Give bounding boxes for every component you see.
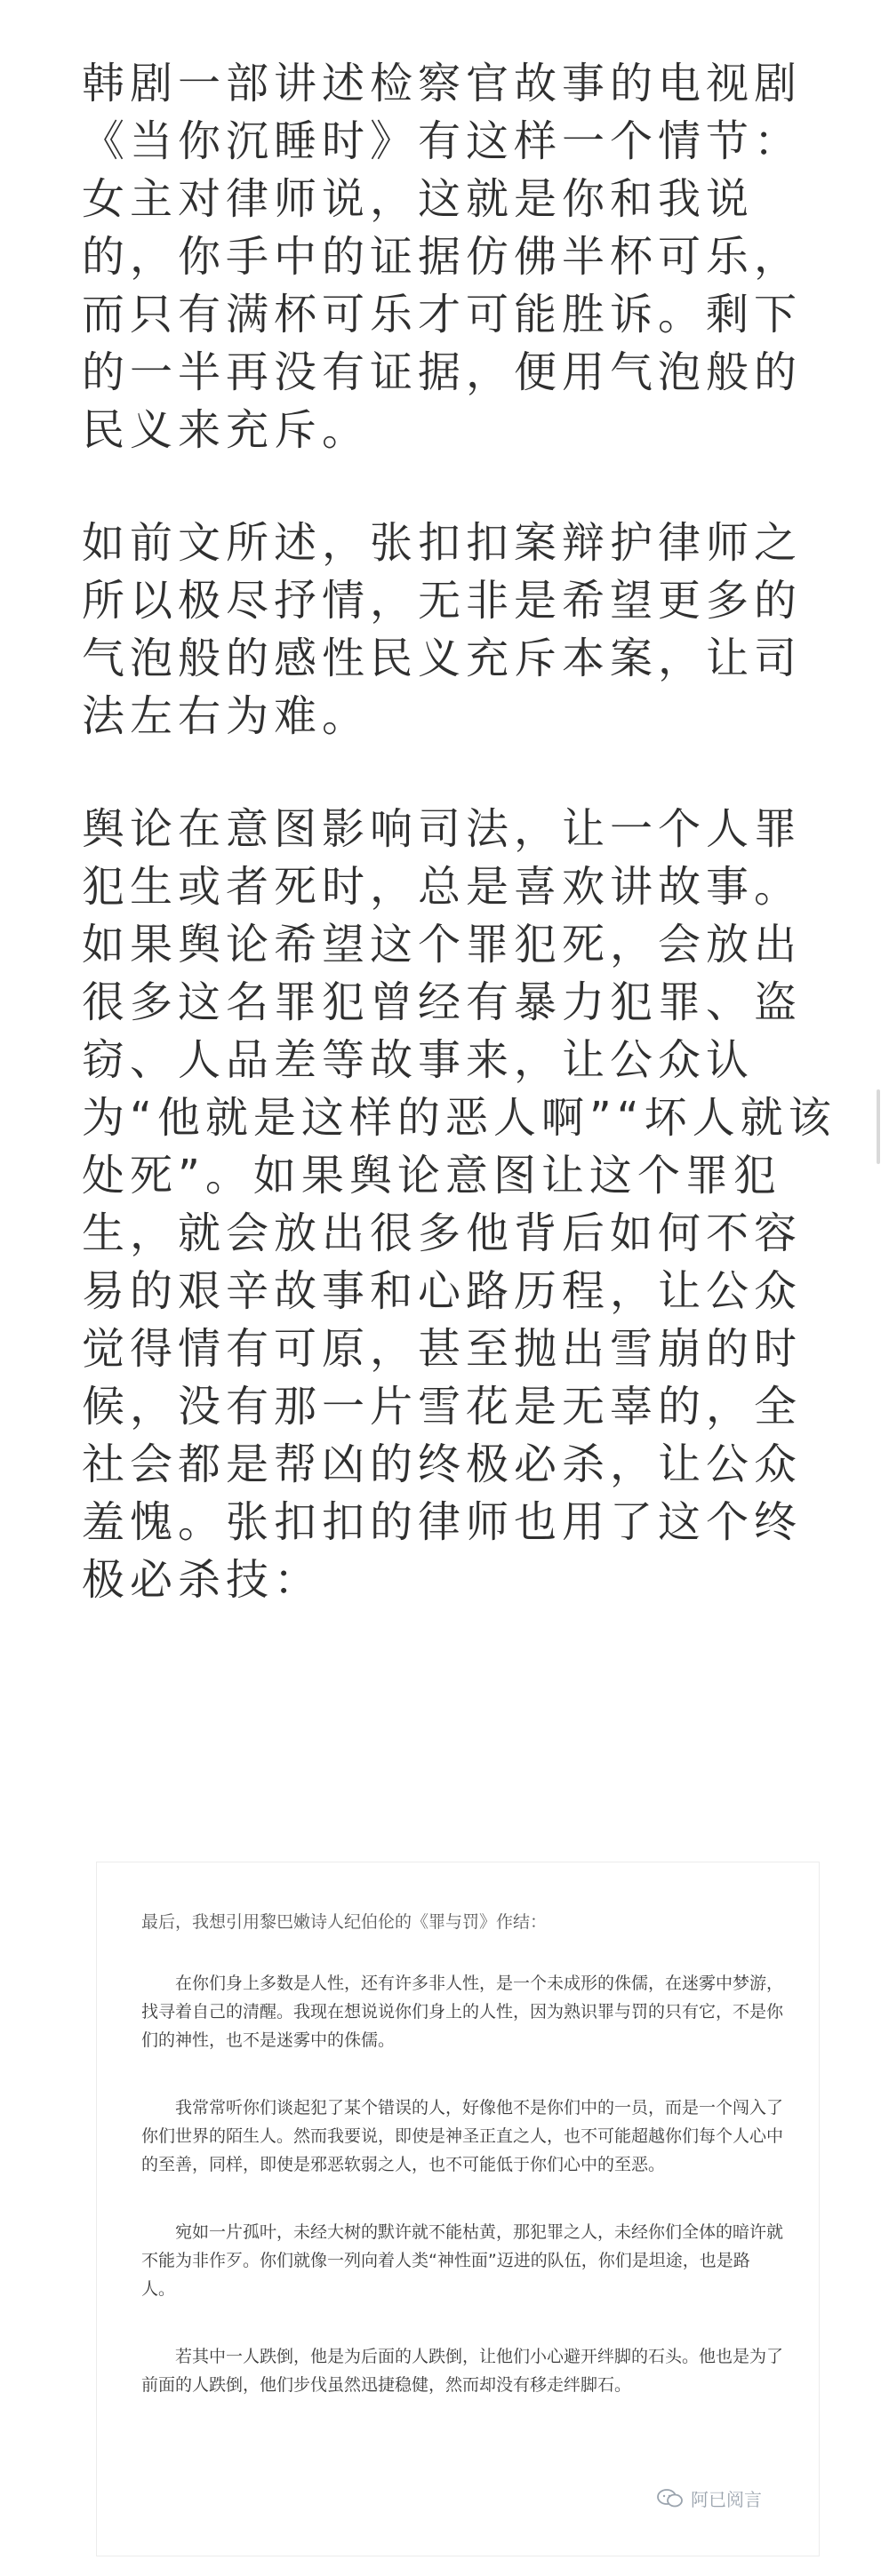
text-line: 如果舆论希望这个罪犯死，会放出: [82, 920, 803, 969]
text-line: 韩剧一部讲述检察官故事的电视剧: [82, 59, 803, 108]
text-line: 很多这名罪犯曾经有暴力犯罪、盗: [82, 977, 803, 1027]
quote-line: 你们世界的陌生人。然而我要说，即使是神圣正直之人，也不可能超越你们每个人心中: [141, 2126, 784, 2146]
quote-line: 不能为非作歹。你们就像一列向着人类“神性面”迈进的队伍，你们是坦途，也是路: [141, 2251, 750, 2270]
quote-paragraph-1: [141, 1969, 784, 2054]
text-line: 为“他就是这样的恶人啊”“坏人就该: [82, 1093, 837, 1143]
text-line: 的一半再没有证据，便用气泡般的: [82, 347, 803, 397]
text-line: 觉得情有可原，甚至抛出雪崩的时: [82, 1324, 803, 1374]
quote-line: 若其中一人跌倒，他是为后面的人跌倒，让他们小心避开绊脚的石头。他也是为了: [175, 2347, 784, 2366]
text-line: 的，你手中的证据仿佛半杯可乐，: [82, 232, 803, 282]
quote-line: 的至善，同样，即使是邪恶软弱之人，也不可能低于你们心中的至恶。: [141, 2155, 666, 2174]
quote-line: 前面的人跌倒，他们步伐虽然迅捷稳健，然而却没有移走绊脚石。: [141, 2375, 632, 2395]
text-line: 如前文所述，张扣扣案辩护律师之: [82, 518, 803, 568]
text-line: 《当你沉睡时》有这样一个情节：: [82, 116, 803, 166]
paragraph-2: [82, 514, 820, 746]
text-line: 候，没有那一片雪花是无辜的，全: [82, 1382, 803, 1432]
scrollbar-thumb[interactable]: [877, 1089, 880, 1164]
text-line: 羞愧。张扣扣的律师也用了这个终: [82, 1497, 803, 1547]
text-line: 易的艰辛故事和心路历程，让公众: [82, 1266, 803, 1316]
paragraph-3: [82, 801, 837, 1609]
text-line: 民义来充斥。: [82, 405, 371, 455]
quote-line: 我常常听你们谈起犯了某个错误的人，好像他不是你们中的一员，而是一个闯入了: [175, 2098, 784, 2117]
paragraph-1: [82, 55, 820, 459]
text-line: 舆论在意图影响司法，让一个人罪: [82, 804, 803, 854]
text-line: 所以极尽抒情，无非是希望更多的: [82, 576, 803, 626]
quote-intro: 最后，我想引用黎巴嫩诗人纪伯伦的《罪与罚》作结：: [141, 1912, 548, 1932]
embedded-quote-image: [96, 1862, 820, 2556]
text-line: 而只有满杯可乐才可能胜诉。剩下: [82, 290, 803, 339]
quote-paragraph-4: [141, 2342, 784, 2399]
wechat-icon: [657, 2489, 684, 2508]
text-line: 极必杀技：: [82, 1555, 323, 1605]
quote-line: 宛如一片孤叶，未经大树的默许就不能枯黄，那犯罪之人，未经你们全体的暗许就: [175, 2222, 784, 2242]
text-line: 气泡般的感性民义充斥本案，让司: [82, 634, 803, 683]
quote-line: 找寻着自己的清醒。我现在想说说你们身上的人性，因为熟识罪与罚的只有它，不是你: [141, 2002, 784, 2022]
watermark-text: 阿已阅言: [691, 2489, 762, 2510]
text-line: 社会都是帮凶的终极必杀，让公众: [82, 1440, 803, 1489]
quote-line: 人。: [141, 2279, 176, 2299]
quote-line: 们的神性，也不是迷雾中的侏儒。: [141, 2030, 396, 2050]
quote-paragraph-3: [141, 2218, 784, 2303]
text-line: 法左右为难。: [82, 691, 371, 741]
text-line: 窃、人品差等故事来，让公众认: [82, 1035, 755, 1085]
text-line: 女主对律师说，这就是你和我说: [82, 174, 755, 224]
text-line: 生，就会放出很多他背后如何不容: [82, 1208, 803, 1258]
text-line: 处死”。如果舆论意图让这个罪犯: [82, 1151, 781, 1200]
watermark: [652, 2484, 767, 2513]
text-line: 犯生或者死时，总是喜欢讲故事。: [82, 862, 803, 912]
quote-paragraph-2: [141, 2093, 784, 2179]
quote-line: 在你们身上多数是人性，还有许多非人性，是一个未成形的侏儒，在迷雾中梦游，: [175, 1974, 784, 1993]
article-body: [82, 55, 837, 1664]
